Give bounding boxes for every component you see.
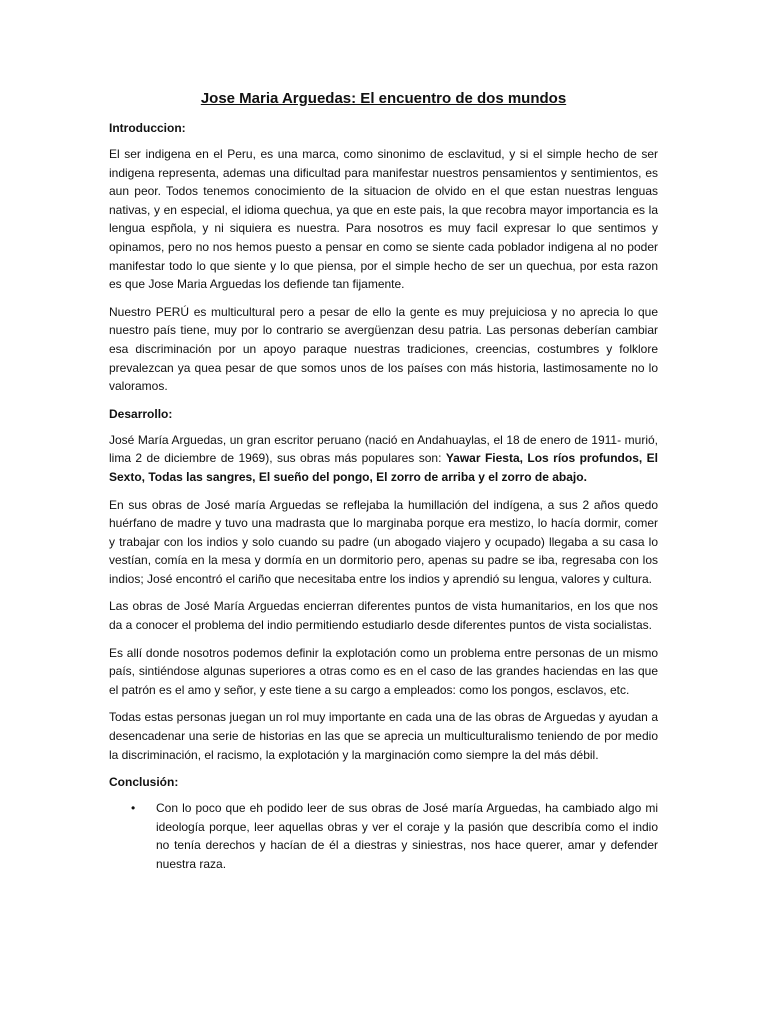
development-paragraph-1-lead: José María Arguedas, un gran escritor peruano (nació en Andahuaylas, el 18 de enero de 1911- murió, lima 2 de diciembre de 1969), sus obras más populares son: (109, 432, 658, 466)
development-paragraph-5: Todas estas personas juegan un rol muy importante en cada una de las obras de Arguedas y ayudan a desencadenar una serie de historias en las que se aprecia un multiculturalismo teniendo de por medio la discriminación, el racismo, la explotación y la marginación como siempre la del más débil. (109, 710, 658, 762)
bullet-icon: • (131, 801, 136, 816)
conclusion-item-text: Con lo poco que eh podido leer de sus obras de José maría Arguedas, ha cambiado algo mi ideología porque, leer aquellas obras y ver el coraje y la pasión que describía como el indio no tenía derechos y hacían de él a diestras y siniestras, nos hace querer, amar y defender nuestra raza. (156, 801, 658, 871)
arguedas-works-list: Yawar Fiesta, Los ríos profundos, El Sexto, Todas las sangres, El sueño del pongo, El zorro de arriba y el zorro de abajo. (109, 451, 658, 484)
document-title: Jose Maria Arguedas: El encuentro de dos mundos (200, 90, 567, 107)
conclusion-heading: Conclusión: (109, 775, 179, 790)
development-heading: Desarrollo: (109, 406, 173, 421)
intro-paragraph-1: El ser indigena en el Peru, es una marca, como sinonimo de esclavitud, y si el simple hecho de ser indigena representa, ademas una dificultad para manifestar nuestros pensamientos y sentimientos, es aun peor. Todos tenemos conocimiento de la situacion de olvido en el que estan nuestras lenguas nativas, y en especial, el idioma quechua, ya que en este pais, la que recobra mayor importancia es la lengua espñola, y ni siquiera es nuestra. Para nosotros es muy facil expresar lo que sentimos y opinamos, pero no nos hemos puesto a pensar en como se siente cada poblador indigena al no poder manifestar todo lo que siente y lo que piensa, por el simple hecho de ser un quechua, por esta razon es que Jose Maria Arguedas los defiende tan fijamente. (109, 147, 658, 292)
development-paragraph-2: En sus obras de José maría Arguedas se reflejaba la humillación del indígena, a sus 2 años quedo huérfano de madre y tuvo una madrasta que lo marginaba porque era mestizo, lo hacía dormir, comer y trabajar con los indios y solo cuando su padre (un abogado viajero y ocupado) llegaba a su casa lo vestían, comía en la mesa y dormía en un dormitorio pero, apenas su padre se iba, regresaba con los indios; José encontró el cariño que necesitaba entre los indios y aprendió su lengua, valores y cultura. (109, 497, 658, 586)
development-paragraph-1 (109, 431, 658, 487)
conclusion-list (109, 799, 658, 873)
development-paragraph-3: Las obras de José María Arguedas encierran diferentes puntos de vista humanitarios, en los que nos da a conocer el problema del indio permitiendo estudiarlo desde diferentes puntos de vista socialistas. (109, 599, 658, 633)
list-item (109, 799, 658, 873)
development-paragraph-4: Es allí donde nosotros podemos definir la explotación como un problema entre personas de un mismo país, sintiéndose algunas superiores a otras como es en el caso de las grandes haciendas en las que el patrón es el amo y señor, y este tiene a su cargo a empleados: como los pongos, esclavos, etc. (109, 645, 658, 697)
intro-paragraph-2: Nuestro PERÚ es multicultural pero a pesar de ello la gente es muy prejuiciosa y no aprecia lo que nuestro país tiene, muy por lo contrario se avergüenzan desu patria. Las personas deberían cambiar esa discriminación por un apoyo paraque nuestras tradiciones, creencias, costumbres y folklore prevalezcan ya quea pesar de que somos unos de los países con más historia, lastimosamente no lo valoramos. (109, 304, 658, 394)
intro-heading: Introduccion: (109, 121, 186, 135)
document-body (109, 89, 658, 874)
